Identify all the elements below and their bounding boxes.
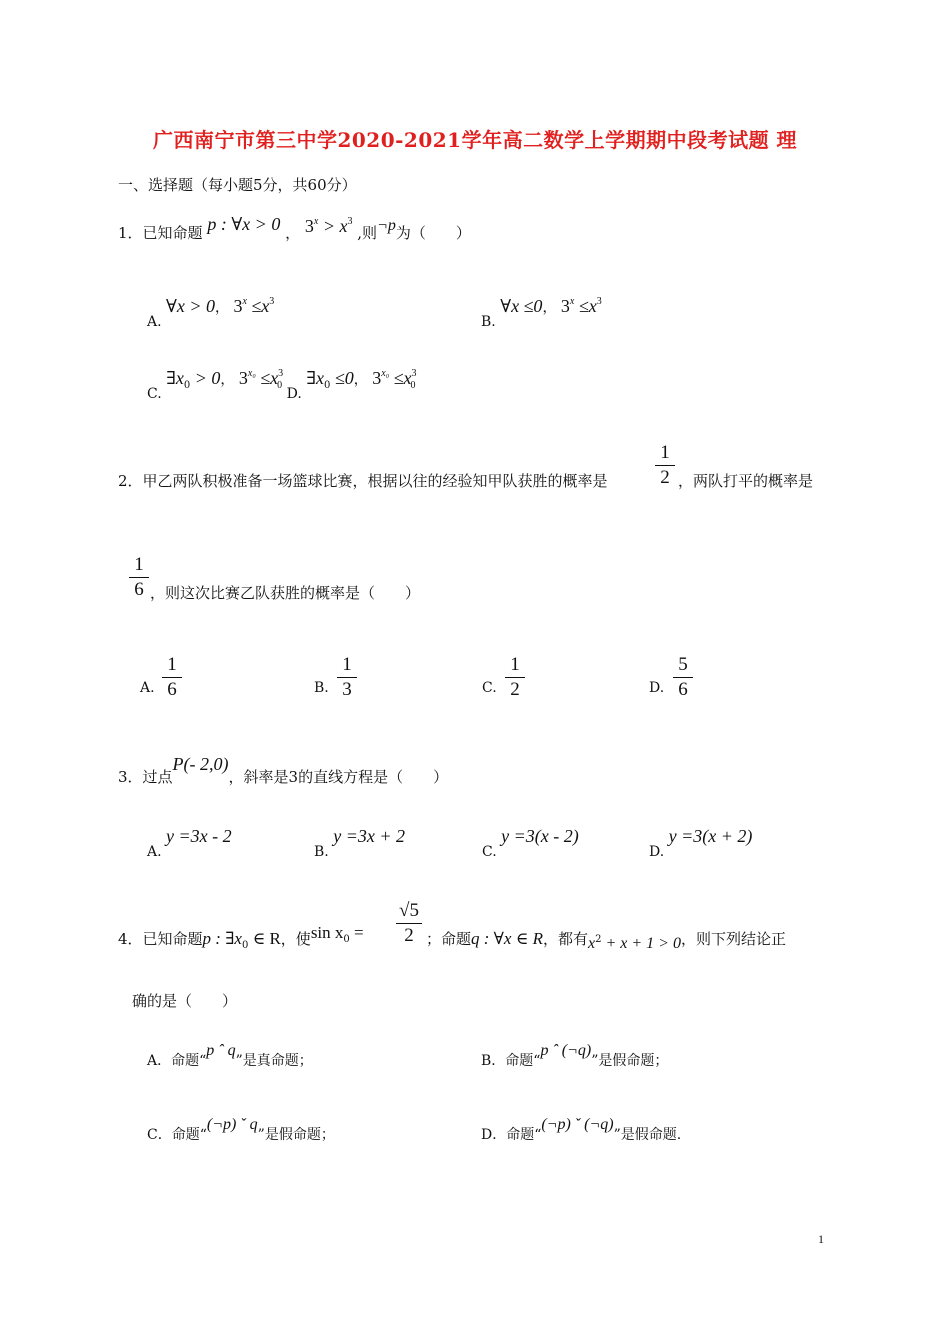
- q1-option-d-comma: ，: [353, 372, 368, 388]
- q1-base: 3: [304, 216, 314, 236]
- q3-option-c[interactable]: [482, 826, 579, 860]
- q1-option-b-exp: x: [569, 296, 575, 307]
- q2-line2: ，则这次比赛乙队获胜的概率是（ ）: [150, 584, 421, 602]
- q4-option-b-label: B．命题“: [481, 1053, 541, 1069]
- q4-mid3: ，都有: [542, 930, 588, 948]
- q1-option-c-sub: 0: [183, 380, 191, 391]
- q2-option-b-den: 3: [342, 679, 352, 700]
- question-4-stem: [118, 923, 364, 951]
- q4-sin-sub: 0: [343, 934, 350, 945]
- q2-option-b-fraction: [335, 654, 359, 701]
- q4-p-in: ∈ R: [248, 929, 281, 948]
- q2-frac2-num: 1: [134, 554, 144, 575]
- q2-post: ，两队打平的概率是: [678, 472, 814, 490]
- q1-option-c-comma: ，: [220, 372, 235, 388]
- q2-option-d-den: 6: [678, 679, 688, 700]
- q3-option-c-label: C.: [482, 844, 497, 860]
- q4-option-c-label: C．命题“: [147, 1127, 207, 1143]
- q1-option-c-exp: x₀: [247, 368, 256, 379]
- q2-option-a-label[interactable]: A.: [140, 680, 155, 696]
- q4-option-a-label: A．命题“: [147, 1053, 207, 1069]
- q4-option-b-math: p ˆ (¬q): [540, 1042, 592, 1059]
- page-number: 1: [818, 1232, 824, 1246]
- q1-option-d-rel: ≤0: [330, 368, 354, 388]
- q1-option-c-base: 3: [238, 368, 248, 388]
- q2-frac1-bar: [655, 465, 675, 466]
- q1-option-c[interactable]: [147, 368, 287, 402]
- q4-option-c-math: (¬p) ˇ q: [206, 1116, 258, 1133]
- q3-option-b[interactable]: [314, 826, 405, 860]
- q1-exp-3: 3: [347, 216, 353, 227]
- q4-option-c[interactable]: [147, 1114, 335, 1143]
- question-3-stem: [118, 754, 449, 787]
- section-heading: 一、选择题（每小题5分，共60分）: [118, 176, 357, 194]
- q3-option-a-math: y =3x - 2: [166, 826, 232, 846]
- q1-option-a-rel-exp: 3: [269, 296, 275, 307]
- q2-frac1-den: 2: [660, 467, 670, 488]
- q2-option-d-fraction: [671, 654, 695, 701]
- q4-option-d-math: (¬p) ˇ (¬q): [541, 1116, 614, 1133]
- question-2-stem: [118, 470, 608, 491]
- q1-option-c-label: C.: [147, 386, 162, 402]
- q3-option-d-math: y =3(x + 2): [668, 826, 753, 846]
- q4-mid2: ；命题: [426, 930, 472, 948]
- q4-ineq: x: [587, 935, 596, 952]
- q2-option-c-fraction: [503, 654, 527, 701]
- q1-gt: > x: [318, 216, 348, 236]
- q1-option-d-base: 3: [372, 368, 382, 388]
- q1-neg-p: ¬p: [377, 217, 396, 234]
- q1-option-a-rel: ≤x: [251, 296, 270, 316]
- q1-option-d-rel2-exp: 3: [411, 368, 417, 379]
- q3-post: ，斜率是3的直线方程是（ ）: [228, 768, 449, 786]
- q3-option-a[interactable]: [147, 826, 232, 860]
- q2-option-a-bar: [162, 677, 182, 678]
- q4-option-d-label: D．命题“: [481, 1127, 542, 1143]
- q2-option-c-bar: [505, 677, 525, 678]
- q1-option-d-sub: 0: [324, 380, 331, 391]
- q4-frac-den: 2: [404, 925, 414, 946]
- question-1-stem: [118, 214, 471, 243]
- q4-proposition-p: p : ∃x: [202, 929, 242, 948]
- q2-option-c-num: 1: [510, 654, 520, 675]
- q4-option-a-math: p ˆ q: [206, 1042, 236, 1059]
- q2-option-a-fraction: [160, 654, 184, 701]
- q1-mid: ,则: [357, 224, 378, 242]
- q1-option-c-rel: > 0: [190, 368, 221, 388]
- q4-eq: =: [349, 923, 364, 942]
- q1-option-b-comma: ，: [542, 300, 557, 316]
- q2-frac2-den: 6: [134, 579, 144, 600]
- q4-p-sub: 0: [241, 940, 249, 951]
- q4-proposition-q: q : ∀x ∈ R: [471, 929, 543, 948]
- page-title: 广西南宁市第三中学2020-2021学年高二数学上学期期中段考试题 理: [152, 128, 798, 152]
- q2-option-d-bar: [673, 677, 693, 678]
- q4-frac-bar: [396, 923, 422, 924]
- q1-comma: ，: [285, 224, 301, 242]
- q3-option-c-math: y =3(x - 2): [501, 826, 579, 846]
- question-4-stem-cont: [426, 928, 786, 952]
- q1-option-c-rel2-exp: 3: [278, 368, 284, 379]
- q1-option-b-math: ∀x ≤0: [500, 296, 543, 316]
- q1-option-d[interactable]: [286, 368, 417, 402]
- q2-option-a-num: 1: [167, 654, 177, 675]
- q1-exp-x: x: [313, 216, 319, 227]
- q1-option-c-rel2: ≤x: [260, 368, 279, 388]
- q1-option-b-rel: ≤x: [578, 296, 597, 316]
- q4-frac-num: √5: [399, 900, 419, 921]
- q2-option-d-num: 5: [678, 654, 688, 675]
- q4-fraction-sqrt5-over-2: [394, 900, 424, 947]
- q1-option-a-base: 3: [233, 296, 243, 316]
- q3-option-d[interactable]: [649, 826, 753, 860]
- q4-option-a[interactable]: [147, 1040, 313, 1069]
- q2-option-d-label[interactable]: D.: [649, 680, 665, 696]
- q1-option-a[interactable]: [147, 296, 275, 330]
- q4-option-d-post: ”是假命题.: [613, 1127, 682, 1143]
- q2-option-b-label[interactable]: B.: [314, 680, 329, 696]
- q1-option-b-label: B.: [481, 314, 496, 330]
- q3-option-b-label: B.: [314, 844, 329, 860]
- q4-ineq-rest: + x + 1 > 0: [601, 935, 681, 952]
- q2-fraction-one-half: [653, 442, 677, 489]
- q4-option-b-post: ”是假命题；: [591, 1053, 669, 1069]
- q2-option-c-label[interactable]: C.: [482, 680, 497, 696]
- q1-proposition-p: p : ∀x > 0: [207, 214, 281, 234]
- q1-option-b-rel-exp: 3: [596, 296, 602, 307]
- q1-option-d-label: D.: [286, 386, 302, 402]
- q1-ineq: [305, 216, 353, 236]
- q4-option-a-post: ”是真命题；: [235, 1053, 313, 1069]
- q1-option-a-label: A.: [147, 314, 162, 330]
- q1-post: 为（ ）: [395, 224, 471, 242]
- q4-option-d[interactable]: [481, 1114, 682, 1143]
- q3-option-b-math: y =3x + 2: [333, 826, 405, 846]
- q1-option-d-rel2: ≤x: [393, 368, 412, 388]
- q4-pre: 4．已知命题: [118, 930, 203, 948]
- q3-option-d-label: D.: [649, 844, 665, 860]
- q1-option-b-base: 3: [560, 296, 570, 316]
- q2-frac2-bar: [129, 577, 149, 578]
- q4-line2: 确的是（ ）: [132, 992, 238, 1010]
- q2-option-c-den: 2: [510, 679, 520, 700]
- q4-ineq-exp: 2: [595, 934, 602, 945]
- q4-option-b[interactable]: [481, 1040, 669, 1069]
- q3-option-a-label: A.: [147, 844, 162, 860]
- q4-option-c-post: ”是假命题；: [257, 1127, 335, 1143]
- q1-option-c-rel2-sub: 0: [277, 380, 283, 391]
- q2-option-a-den: 6: [167, 679, 177, 700]
- q3-point: P(- 2,0): [172, 754, 229, 774]
- q1-option-b[interactable]: [481, 296, 602, 330]
- q1-option-a-exp: x: [242, 296, 247, 307]
- q1-pre: 1．已知命题: [118, 224, 203, 242]
- q2-fraction-one-sixth: [127, 554, 151, 601]
- q1-option-c-d-row: [147, 368, 417, 402]
- q1-option-c-math: ∃x: [166, 368, 184, 388]
- q1-option-a-math: ∀x > 0: [166, 296, 216, 316]
- q1-option-a-comma: ，: [215, 300, 230, 316]
- q2-option-b-bar: [337, 677, 357, 678]
- q4-sin: sin x: [310, 923, 344, 942]
- q2-option-b-num: 1: [342, 654, 352, 675]
- q2-frac1-num: 1: [660, 442, 670, 463]
- q1-option-d-rel2-sub: 0: [410, 380, 416, 391]
- q4-mid1: ，使: [280, 930, 311, 948]
- q1-option-d-exp: x₀: [381, 368, 390, 379]
- q1-option-d-math: ∃x: [306, 368, 325, 388]
- q4-post: ，则下列结论正: [680, 930, 786, 948]
- q2-pre: 2．甲乙两队积极准备一场篮球比赛，根据以往的经验知甲队获胜的概率是: [118, 472, 608, 490]
- q3-pre: 3．过点: [118, 768, 173, 786]
